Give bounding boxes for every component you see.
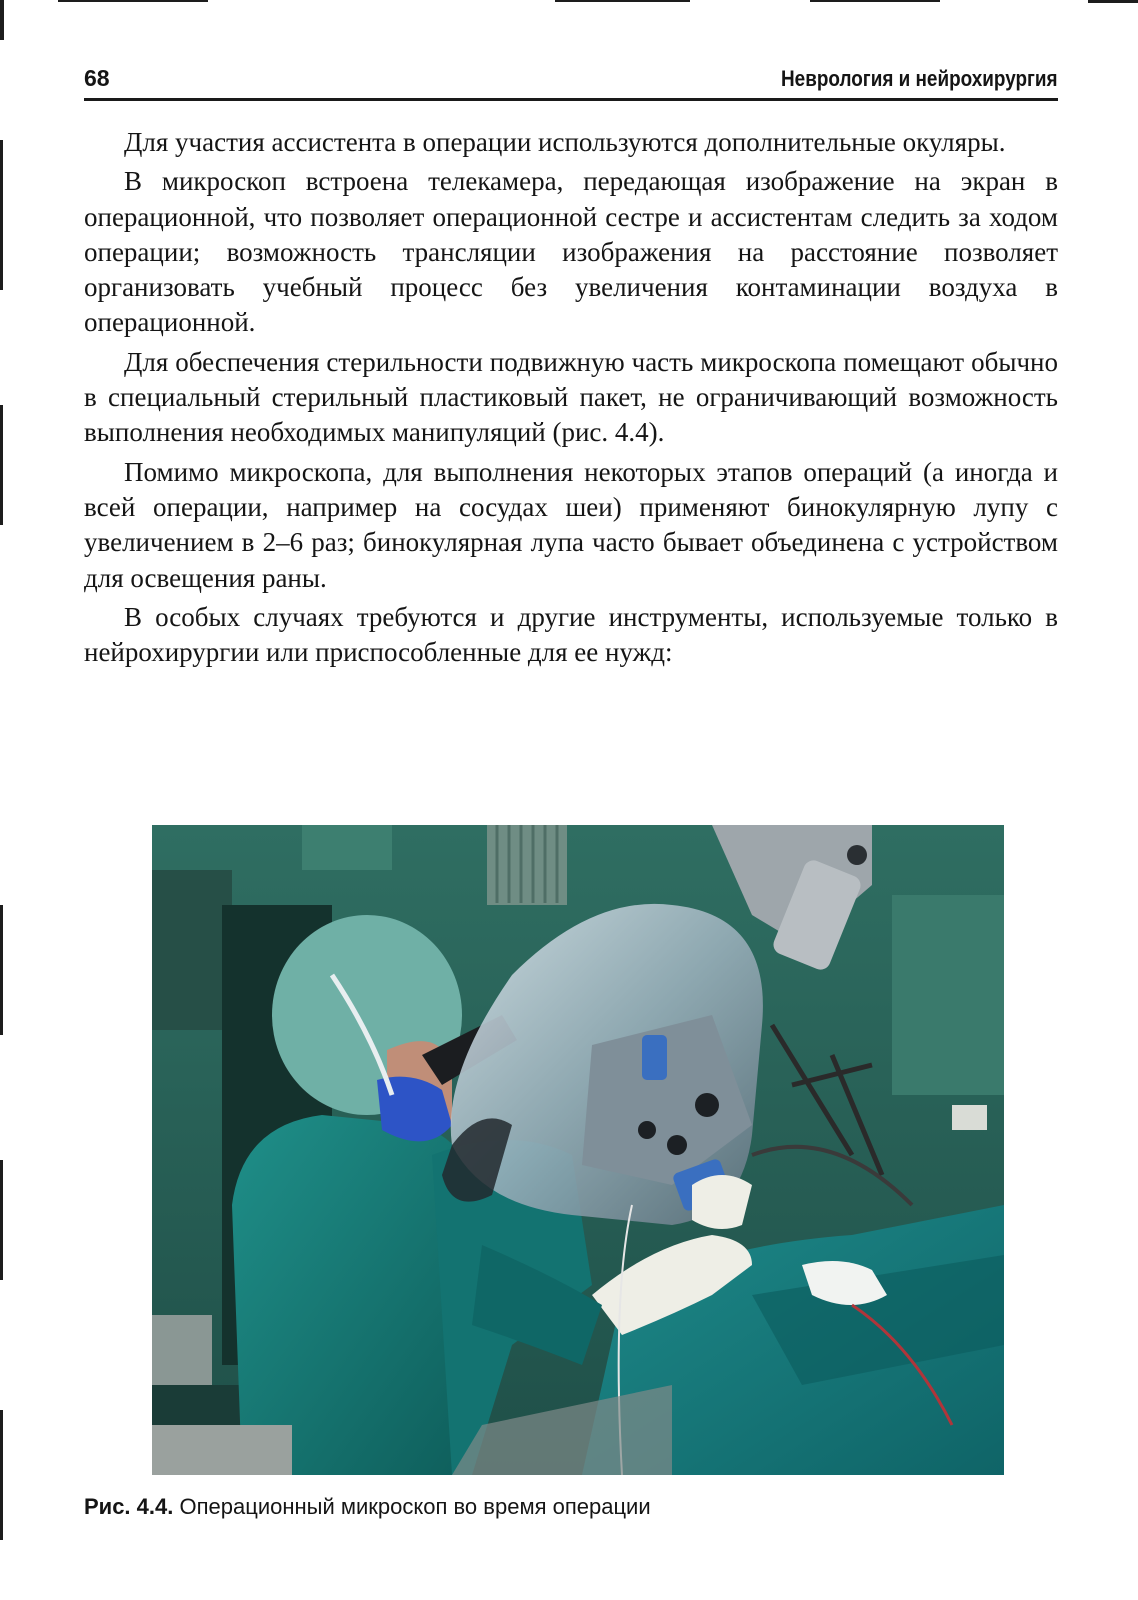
paragraph: Для участия ассистента в операции используются дополнительные окуляры. bbox=[124, 127, 1006, 157]
wall-cabinet bbox=[152, 870, 232, 1030]
control-knob bbox=[638, 1121, 656, 1139]
paragraph: Для обеспечения стерильности подвижную часть микроскопа помещают обычно в специальный стерильный пластиковый пакет, не ограничивающий возможность выполнения необходимых манипуляций (рис. 4.4). bbox=[84, 346, 1058, 448]
right-wall-panel bbox=[892, 895, 1004, 1095]
scan-edge-mark bbox=[0, 905, 3, 1035]
running-title: Неврология и нейрохирургия bbox=[781, 66, 1058, 91]
paragraph: Помимо микроскопа, для выполнения некоторых этапов операций (а иногда и всей операции, например на сосудах шеи) применяют бинокулярную лупу с увеличением в 2–6 раз; бинокулярная лупа часто бывает объединена с устройством для освещения раны. bbox=[84, 456, 1058, 593]
wall-vent-grille bbox=[487, 825, 567, 905]
figure-operating-microscope-photo bbox=[152, 825, 1004, 1475]
blue-handle bbox=[642, 1035, 667, 1080]
scan-edge-mark bbox=[0, 140, 3, 290]
gloved-hand bbox=[692, 1175, 752, 1229]
scan-edge-mark bbox=[0, 1410, 3, 1540]
control-knob bbox=[695, 1093, 719, 1117]
scan-edge-mark bbox=[1088, 0, 1138, 3]
page-header bbox=[84, 58, 1058, 101]
figure-label: Рис. 4.4. bbox=[84, 1494, 174, 1519]
scan-edge-mark bbox=[0, 0, 4, 40]
scan-edge-mark bbox=[0, 1160, 3, 1280]
paragraph: В особых случаях требуются и другие инструменты, используемые только в нейрохирургии или приспособленные для ее нужд: bbox=[84, 601, 1058, 668]
scan-edge-mark bbox=[0, 405, 3, 525]
control-knob bbox=[667, 1135, 687, 1155]
left-cart bbox=[152, 1315, 212, 1385]
scan-edge-mark bbox=[58, 0, 208, 2]
paragraph: В микроскоп встроена телекамера, передающая изображение на экран в операционной, что позволяет операционной сестре и ассистентам следить за ходом операции; возможность трансляции изображения на расстояние позволяет организовать учебный процесс без увеличения контаминации воздуха в операционной. bbox=[84, 166, 1058, 338]
figure-caption bbox=[84, 1494, 1058, 1520]
operating-room-photo bbox=[152, 825, 1004, 1475]
arm-knob bbox=[847, 845, 867, 865]
floor-equipment bbox=[152, 1425, 292, 1475]
wall-socket bbox=[952, 1105, 987, 1130]
scan-edge-mark bbox=[555, 0, 690, 2]
figure-caption-text: Операционный микроскоп во время операции bbox=[179, 1494, 651, 1519]
wall-panel bbox=[302, 825, 392, 870]
scan-edge-mark bbox=[810, 0, 940, 2]
body-text bbox=[84, 125, 1058, 674]
page-number: 68 bbox=[84, 65, 110, 91]
